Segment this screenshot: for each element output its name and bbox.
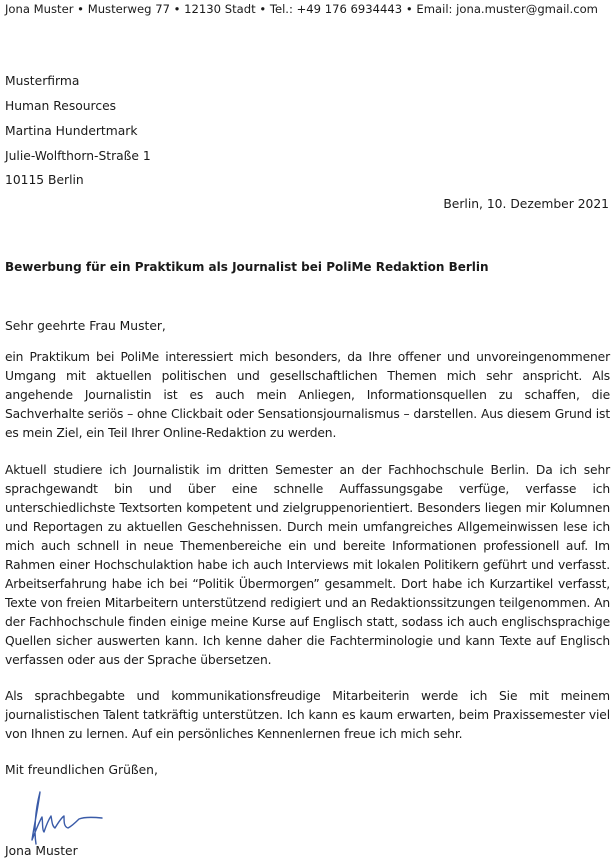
body-paragraph-2: Aktuell studiere ich Journalistik im dritten Semester an der Fachhochschule Berlin. Da ich sehr sprachgewandt bin und über eine schnelle Auffassungsgabe verfüge, verfasse ich unterschiedlichste Textsorten kompetent und zielgruppenorientiert. Besonders liegen mir Kolumnen und Reportagen zu aktuellen Geschehnissen. Durch mein umfangreiches Allgemeinwissen lese ich mich auch schnell in neue Themenbereiche ein und bereite Informationen professionell auf. Im Rahmen einer Hochschulaktion habe ich auch Interviews mit lokalen Politikern geführt und verfasst. Arbeitserfahrung habe ich bei “Politik Übermorgen” gesammelt. Dort habe ich Kurzartikel verfasst, Texte von freien Mitarbeitern unterstützend redigiert und an Redaktionssitzungen teilgenommen. An der Fachhochschule finden einige meine Kurse auf Englisch statt, sodass ich auch englischsprachige Quellen sicher auswerten kann. Ich kenne daher die Fachterminologie und kann Texte auf Englisch verfassen oder aus der Sprache übersetzen.: [5, 463, 610, 667]
letter-subject: Bewerbung für ein Praktikum als Journalist bei PoliMe Redaktion Berlin: [5, 260, 489, 274]
body-paragraph-1: ein Praktikum bei PoliMe interessiert mich besonders, da Ihre offener und unvoreingenommener Umgang mit aktuellen politischen und gesellschaftlichen Themen mich sehr anspricht. Als angehende Journalistin ist es auch mein Anliegen, Informationsquellen zu schaffen, die Sachverhalte seriös – ohne Clickbait oder Sensationsjournalismus – darstellen. Aus diesem Grund ist es mein Ziel, ein Teil Ihrer Online-Redaktion zu werden.: [5, 350, 610, 440]
handwritten-signature: [22, 786, 122, 848]
signer-name: Jona Muster: [5, 844, 78, 858]
recipient-name: Martina Hundertmark: [5, 124, 138, 138]
recipient-company: Musterfirma: [5, 74, 80, 88]
letter-date: Berlin, 10. Dezember 2021: [443, 197, 609, 211]
recipient-department: Human Resources: [5, 99, 117, 113]
body-paragraph-3: Als sprachbegabte und kommunikationsfreudige Mitarbeiterin werde ich Sie mit meinem journalistischen Talent tatkräftig unterstützen. Ich kann es kaum erwarten, beim Praxissemester viel von Ihnen zu lernen. Auf ein persönliches Kennenlernen freue ich mich sehr.: [5, 689, 610, 741]
recipient-city: 10115 Berlin: [5, 173, 84, 187]
closing: Mit freundlichen Grüßen,: [5, 763, 158, 777]
sender-line: Jona Muster • Musterweg 77 • 12130 Stadt • Tel.: +49 176 6934443 • Email: jona.muster@gmail.com: [5, 2, 598, 16]
recipient-street: Julie-Wolfthorn-Straße 1: [5, 149, 151, 163]
salutation: Sehr geehrte Frau Muster,: [5, 319, 166, 333]
